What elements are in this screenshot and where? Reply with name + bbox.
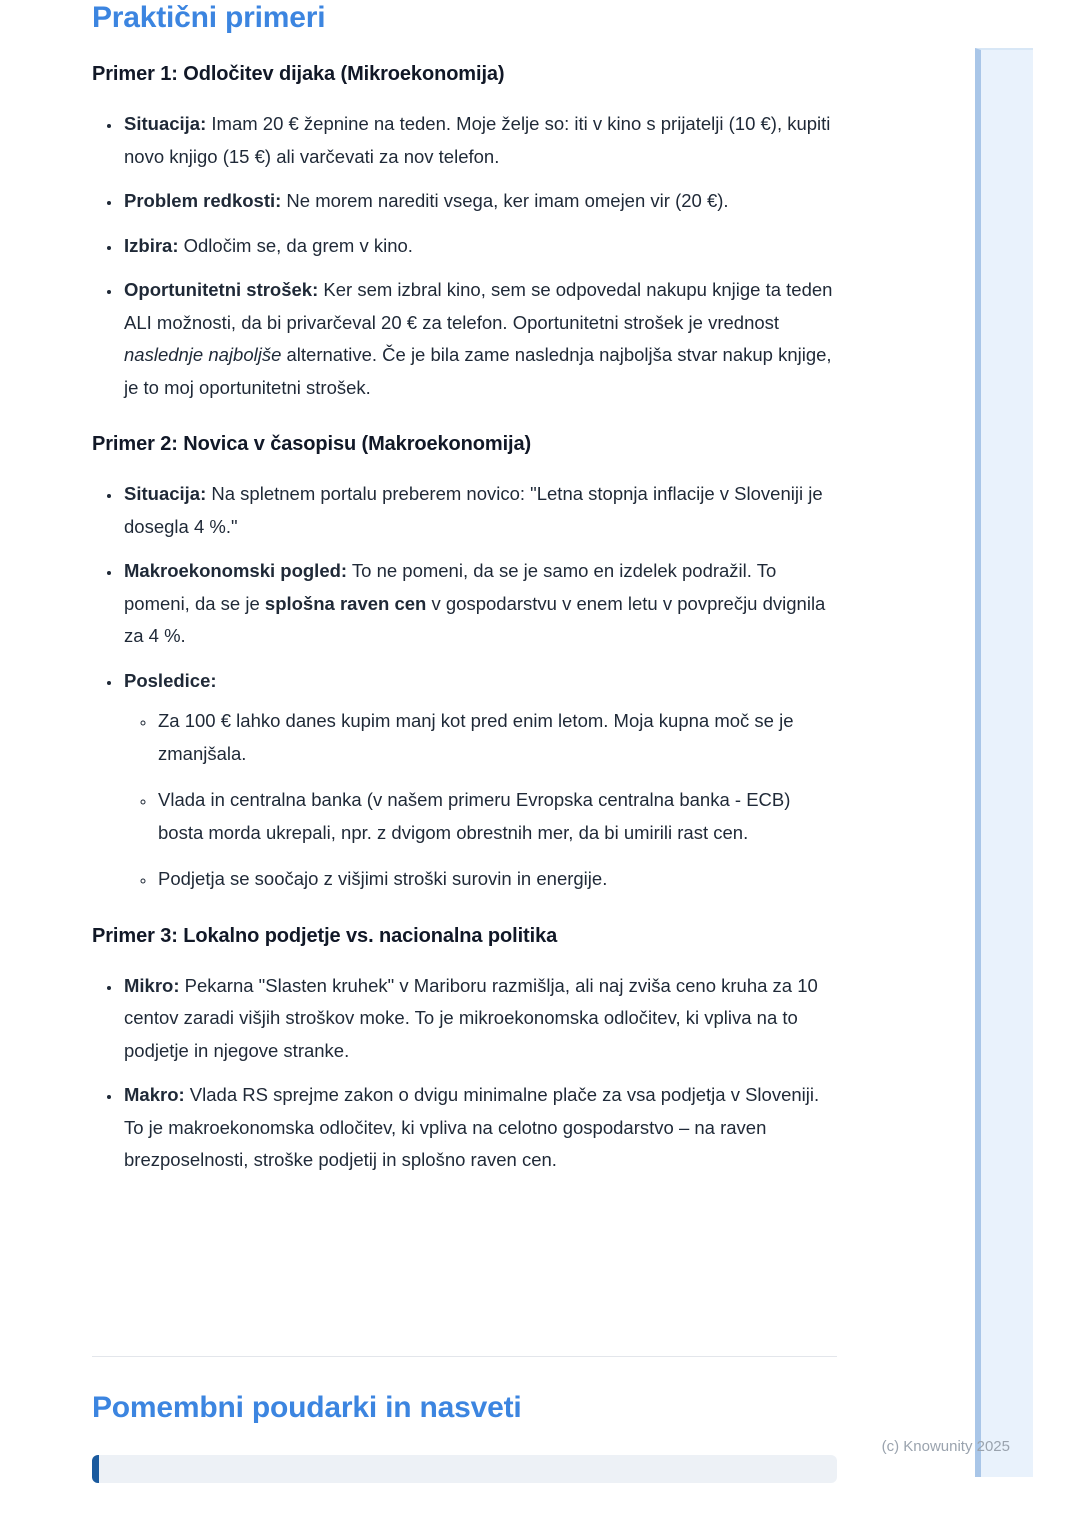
example-2-list [92, 478, 837, 896]
list-item [122, 1079, 837, 1177]
item-label: Mikro: [124, 974, 180, 996]
list-item [122, 478, 837, 543]
item-text: Pekarna "Slasten kruhek" v Mariboru razmišlja, ali naj zviša ceno kruha za 10 centov zaradi višjih stroškov moke. To je mikroekonomska odločitev, ki vpliva na to podjetje in njegove stranke. [124, 974, 818, 1061]
watermark-text: (c) Knowunity 2025 [881, 1438, 1010, 1455]
section-title-pomembni-poudarki: Pomembni poudarki in nasveti [92, 1391, 522, 1424]
item-text: Na spletnem portalu preberem novico: "Letna stopnja inflacije v Sloveniji je dosegla 4 %." [124, 483, 823, 537]
callout-box-top-edge [92, 1455, 837, 1483]
item-label: Posledice: [124, 669, 217, 691]
list-item [122, 185, 837, 218]
item-text-bold: splošna raven cen [264, 592, 427, 614]
consequences-sub-list [124, 705, 837, 896]
sub-list-item: ◦ Vlada in centralna banka (v našem primeru Evropska centralna banka - ECB) bosta morda ukrepali, npr. z dvigom obrestnih mer, da bi umirili rast cen. [156, 784, 837, 849]
item-text: v gospodarstvu v enem letu v povprečju dvignila za 4 %. [124, 592, 826, 646]
example-3-list [92, 970, 837, 1177]
example-2-heading: Primer 2: Novica v časopisu (Makroekonomija) [92, 433, 532, 455]
scrollbar-track[interactable] [975, 48, 1033, 1477]
item-label: Oportunitetni strošek: [124, 279, 319, 300]
example-1-heading: Primer 1: Odločitev dijaka (Mikroekonomija) [92, 63, 505, 85]
item-text: To ne pomeni, da se je samo en izdelek podražil. To pomeni, da se je [124, 560, 777, 614]
item-text: Odločim se, da grem v kino. [178, 234, 413, 256]
item-text: alternative. Če je bila zame naslednja najboljša stvar nakup knjige, je to moj oportunitetni strošek. [124, 344, 832, 398]
example-1-section [92, 60, 837, 404]
list-item [122, 230, 837, 263]
item-label: Situacija: [124, 113, 207, 134]
list-item [122, 665, 837, 896]
example-1-list [92, 108, 837, 404]
item-label: Makroekonomski pogled: [124, 560, 348, 581]
list-item [122, 970, 837, 1068]
item-label: Izbira: [124, 234, 179, 256]
example-2-section [92, 430, 837, 896]
list-item [122, 555, 837, 653]
section-divider [92, 1356, 837, 1357]
example-3-heading: Primer 3: Lokalno podjetje vs. nacionalna politika [92, 924, 558, 947]
sub-list-item: ◦ Za 100 € lahko danes kupim manj kot pred enim letom. Moja kupna moč se je zmanjšala. [156, 705, 837, 770]
item-label: Makro: [124, 1084, 185, 1105]
list-item [122, 108, 837, 173]
section-title-prakticni-primeri: Praktični primeri [92, 1, 326, 34]
item-label: Problem redkosti: [124, 190, 282, 211]
item-text-italic: naslednje najboljše [124, 344, 282, 365]
item-text: Vlada RS sprejme zakon o dvigu minimalne plače za vsa podjetja v Sloveniji. To je makroekonomska odločitev, ki vpliva na celotno gospodarstvo – na raven brezposelnosti, stroške podjetij in splošno raven cen. [124, 1084, 820, 1170]
document-content [92, 0, 837, 1203]
item-text: Ne morem narediti vsega, ker imam omejen vir (20 €). [281, 190, 729, 211]
item-text: Imam 20 € žepnine na teden. Moje želje so: iti v kino s prijatelji (10 €), kupiti novo knjigo (15 €) ali varčevati za nov telefon. [124, 113, 831, 167]
list-item [122, 274, 837, 404]
item-label: Situacija: [124, 483, 207, 504]
sub-list-item: ◦ Podjetja se soočajo z višjimi stroški surovin in energije. [156, 863, 837, 896]
example-3-section [92, 922, 837, 1177]
item-text: Ker sem izbral kino, sem se odpovedal nakupu knjige ta teden ALI možnosti, da bi privarčeval 20 € za telefon. Oportunitetni strošek je vrednost [124, 279, 833, 333]
